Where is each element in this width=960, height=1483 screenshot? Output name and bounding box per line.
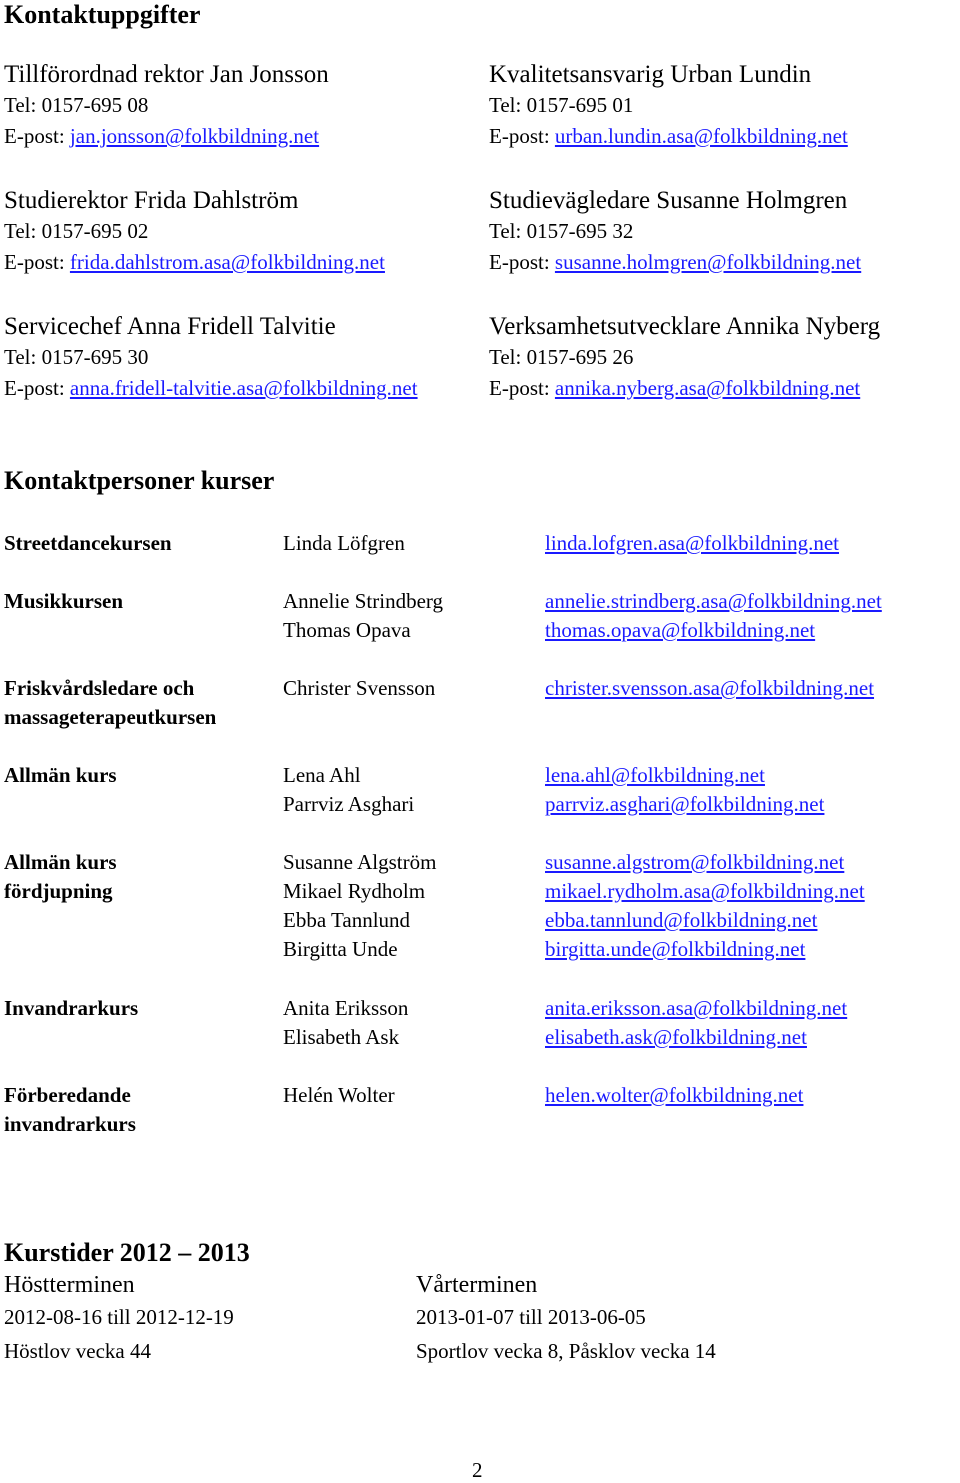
email-label: E-post: — [489, 376, 555, 400]
email-row — [545, 877, 865, 906]
contact-person-name: Linda Löfgren — [283, 531, 405, 555]
contact-name: Kvalitetsansvarig Urban Lundin — [489, 61, 812, 88]
email-link[interactable]: mikael.rydholm.asa@folkbildning.net — [545, 879, 865, 903]
email-link[interactable]: frida.dahlstrom.asa@folkbildning.net — [69, 250, 385, 274]
course-label-line: Allmän kurs — [4, 850, 117, 874]
contact-block — [489, 312, 880, 404]
contact-phone: Tel: 0157-695 32 — [489, 219, 634, 243]
contact-person-name: Annelie Strindberg — [283, 589, 444, 613]
contact-name: Studierektor Frida Dahlström — [4, 187, 299, 214]
course-label-line: fördjupning — [4, 879, 113, 903]
email-row — [545, 616, 882, 645]
contact-name: Servicechef Anna Fridell Talvitie — [4, 313, 336, 340]
email-label: E-post: — [4, 250, 70, 274]
course-contact-names — [283, 761, 414, 819]
course-contact-emails — [545, 848, 865, 964]
course-label-line: Streetdancekursen — [4, 531, 172, 555]
term-break: Sportlov vecka 8, Påsklov vecka 14 — [416, 1339, 716, 1363]
email-link[interactable]: christer.svensson.asa@folkbildning.net — [545, 676, 875, 700]
contact-name: Tillförordnad rektor Jan Jonsson — [4, 61, 329, 88]
contact-phone: Tel: 0157-695 08 — [4, 93, 149, 117]
contact-name: Studievägledare Susanne Holmgren — [489, 187, 848, 214]
course-label — [4, 1081, 136, 1139]
contact-name: Verksamhetsutvecklare Annika Nyberg — [489, 313, 881, 340]
contact-block — [4, 186, 385, 278]
email-row — [545, 587, 882, 616]
email-label: E-post: — [489, 124, 555, 148]
email-link[interactable]: elisabeth.ask@folkbildning.net — [545, 1025, 807, 1049]
email-link[interactable]: parrviz.asghari@folkbildning.net — [545, 792, 825, 816]
course-contact-emails — [545, 674, 874, 703]
email-link[interactable]: helen.wolter@folkbildning.net — [545, 1083, 804, 1107]
email-link[interactable]: linda.lofgren.asa@folkbildning.net — [545, 531, 840, 555]
email-link[interactable]: anna.fridell-talvitie.asa@folkbildning.net — [69, 376, 418, 400]
course-label-line: massageterapeutkursen — [4, 705, 217, 729]
email-row — [545, 761, 824, 790]
email-label: E-post: — [489, 250, 555, 274]
contact-email-line — [489, 121, 848, 152]
page-title: Kontaktuppgifter — [4, 0, 201, 29]
email-row — [545, 994, 847, 1023]
email-link[interactable]: birgitta.unde@folkbildning.net — [545, 937, 806, 961]
email-row — [545, 906, 865, 935]
contact-email-line — [4, 373, 418, 404]
email-link[interactable]: urban.lundin.asa@folkbildning.net — [554, 124, 848, 148]
contact-phone: Tel: 0157-695 30 — [4, 345, 149, 369]
course-contact-emails — [545, 761, 824, 819]
course-label-line: Förberedande — [4, 1083, 131, 1107]
contact-person-name: Christer Svensson — [283, 676, 436, 700]
contact-person-name: Birgitta Unde — [283, 937, 398, 961]
email-label: E-post: — [4, 124, 70, 148]
contact-person-name: Parrviz Asghari — [283, 792, 415, 816]
course-label-line: Friskvårdsledare och — [4, 676, 195, 700]
kurstider-title: Kurstider 2012 – 2013 — [4, 1238, 250, 1267]
contact-phone: Tel: 0157-695 01 — [489, 93, 634, 117]
course-label-line: Allmän kurs — [4, 763, 117, 787]
course-label — [4, 587, 123, 616]
course-label-line: Invandrarkurs — [4, 996, 139, 1020]
contact-phone: Tel: 0157-695 26 — [489, 345, 634, 369]
term-heading: Vårterminen — [416, 1272, 538, 1298]
contact-block — [4, 60, 329, 152]
contact-phone: Tel: 0157-695 02 — [4, 219, 149, 243]
email-link[interactable]: susanne.holmgren@folkbildning.net — [554, 250, 862, 274]
email-link[interactable]: anita.eriksson.asa@folkbildning.net — [545, 996, 848, 1020]
contact-email-line — [489, 373, 880, 404]
email-row — [545, 674, 874, 703]
course-contact-names — [283, 529, 405, 558]
course-contact-names — [283, 848, 436, 964]
course-label — [4, 848, 117, 906]
course-contact-names — [283, 1081, 395, 1110]
course-contact-emails — [545, 1081, 803, 1110]
email-link[interactable]: ebba.tannlund@folkbildning.net — [545, 908, 818, 932]
kurser-title: Kontaktpersoner kurser — [4, 466, 275, 495]
course-contact-names — [283, 674, 435, 703]
term-dates: 2012-08-16 till 2012-12-19 — [4, 1305, 234, 1329]
email-link[interactable]: susanne.algstrom@folkbildning.net — [545, 850, 845, 874]
course-label-line: invandrarkurs — [4, 1112, 136, 1136]
email-link[interactable]: jan.jonsson@folkbildning.net — [69, 124, 320, 148]
contact-block — [4, 312, 418, 404]
contact-person-name: Thomas Opava — [283, 618, 411, 642]
course-label — [4, 674, 216, 732]
course-contact-emails — [545, 529, 839, 558]
course-contact-names — [283, 587, 443, 645]
term-block — [4, 1272, 234, 1368]
course-contact-emails — [545, 587, 882, 645]
contact-person-name: Lena Ahl — [283, 763, 361, 787]
course-label-line: Musikkursen — [4, 589, 124, 613]
contact-email-line — [4, 121, 329, 152]
course-contact-names — [283, 994, 408, 1052]
contact-email-line — [4, 247, 385, 278]
email-label: E-post: — [4, 376, 70, 400]
course-label — [4, 761, 117, 790]
term-block — [416, 1272, 716, 1368]
term-heading: Höstterminen — [4, 1272, 135, 1298]
contact-block — [489, 186, 861, 278]
contact-person-name: Mikael Rydholm — [283, 879, 426, 903]
course-contact-emails — [545, 994, 847, 1052]
term-break: Höstlov vecka 44 — [4, 1339, 151, 1363]
contact-person-name: Susanne Algström — [283, 850, 437, 874]
email-row — [545, 790, 824, 819]
email-link[interactable]: annelie.strindberg.asa@folkbildning.net — [545, 589, 882, 613]
course-label — [4, 529, 172, 558]
course-label — [4, 994, 138, 1023]
email-row — [545, 1081, 803, 1110]
contact-person-name: Anita Eriksson — [283, 996, 409, 1020]
term-dates: 2013-01-07 till 2013-06-05 — [416, 1305, 646, 1329]
page-number: 2 — [472, 1458, 483, 1482]
email-link[interactable]: annika.nyberg.asa@folkbildning.net — [554, 376, 861, 400]
email-row — [545, 1023, 847, 1052]
contact-person-name: Ebba Tannlund — [283, 908, 411, 932]
email-link[interactable]: thomas.opava@folkbildning.net — [545, 618, 816, 642]
contact-person-name: Elisabeth Ask — [283, 1025, 400, 1049]
email-row — [545, 529, 839, 558]
contact-person-name: Helén Wolter — [283, 1083, 395, 1107]
email-link[interactable]: lena.ahl@folkbildning.net — [545, 763, 765, 787]
email-row — [545, 935, 865, 964]
contact-email-line — [489, 247, 861, 278]
contact-block — [489, 60, 848, 152]
email-row — [545, 848, 865, 877]
